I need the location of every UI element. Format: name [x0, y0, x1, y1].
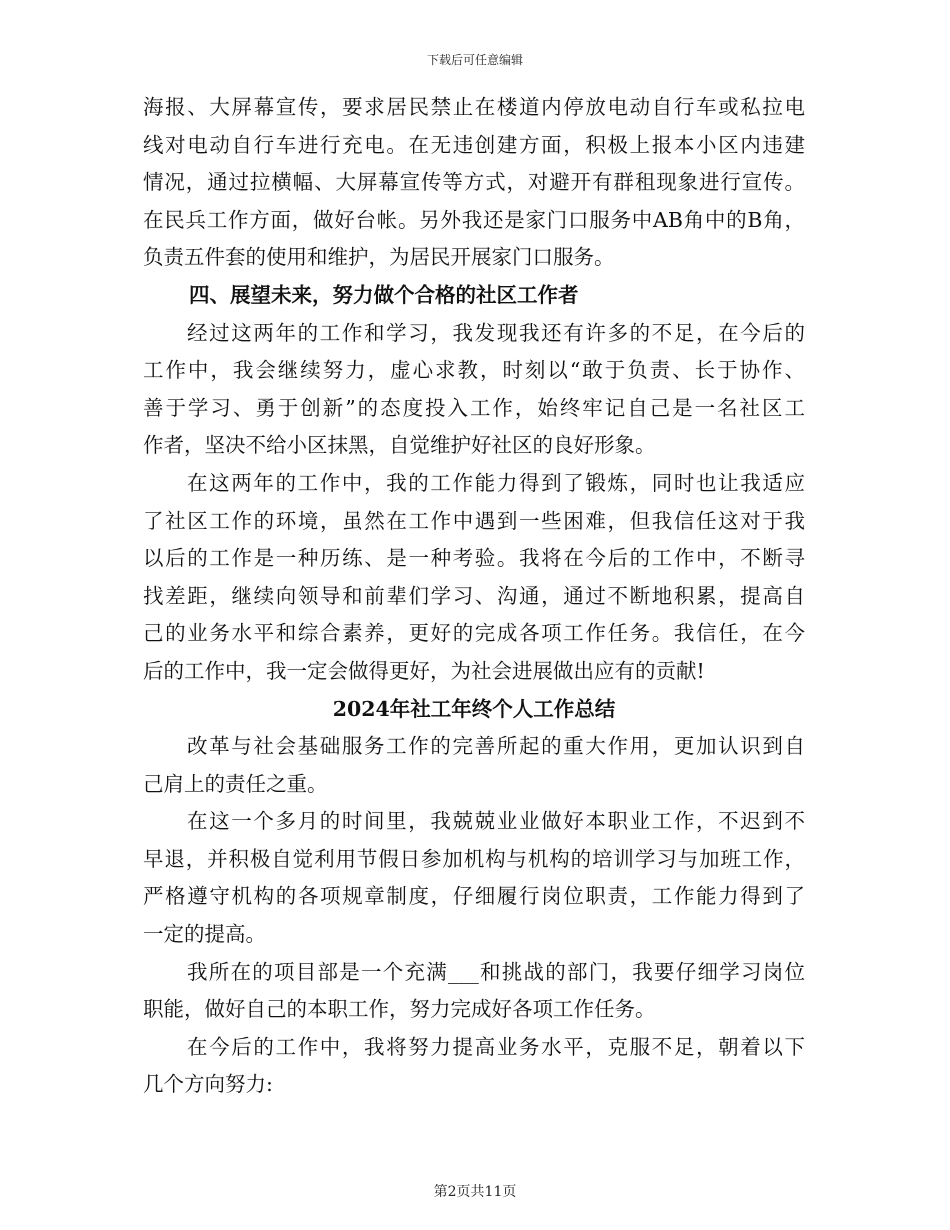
- body-line: 善于学习、勇于创新”的态度投入工作，始终牢记自己是一名社区工: [143, 395, 805, 420]
- body-line: 己的业务水平和综合素养，更好的完成各项工作任务。我信任，在今: [143, 621, 805, 646]
- body-line: 工作中，我会继续努力，虚心求教，时刻以“敢于负责、长于协作、: [143, 358, 805, 383]
- document-title: 2024年社工年终个人工作总结: [332, 696, 616, 721]
- paragraph-start-line: 经过这两年的工作和学习，我发现我还有许多的不足，在今后的: [187, 320, 805, 345]
- body-line: 了社区工作的环境，虽然在工作中遇到一些困难，但我信任这对于我: [143, 508, 805, 533]
- body-line: 线对电动自行车进行充电。在无违创建方面，积极上报本小区内违建: [143, 132, 805, 157]
- body-line: 己肩上的责任之重。: [143, 771, 328, 796]
- page-footer: 第2页共11页: [433, 1184, 517, 1200]
- paragraph-start-line: 在今后的工作中，我将努力提高业务水平，克服不足，朝着以下: [187, 1034, 805, 1059]
- body-line: 后的工作中，我一定会做得更好，为社会进展做出应有的贡献!: [143, 658, 705, 683]
- body-line: 一定的提高。: [143, 922, 266, 947]
- page-header: 下载后可任意编辑: [426, 53, 523, 67]
- paragraph-start-line: 在这一个多月的时间里，我兢兢业业做好本职业工作，不迟到不: [187, 809, 805, 834]
- body-line: 海报、大屏幕宣传，要求居民禁止在楼道内停放电动自行车或私拉电: [143, 95, 805, 119]
- paragraph-start-line: 改革与社会基础服务工作的完善所起的重大作用，更加认识到自: [187, 734, 805, 759]
- body-line: 在民兵工作方面，做好台帐。另外我还是家门口服务中AB角中的B角，: [143, 207, 805, 232]
- body-line: 作者，坚决不给小区抹黑，自觉维护好社区的良好形象。: [143, 433, 656, 458]
- document-body: [143, 89, 805, 1104]
- body-line: 严格遵守机构的各项规章制度，仔细履行岗位职责，工作能力得到了: [143, 884, 805, 909]
- body-line: 找差距，继续向领导和前辈们学习、沟通，通过不断地积累，提高自: [143, 583, 805, 608]
- body-line: 早退，并积极自觉利用节假日参加机构与机构的培训学习与加班工作，: [143, 846, 805, 871]
- body-line: 几个方向努力:: [143, 1072, 273, 1097]
- paragraph-start-line: 在这两年的工作中，我的工作能力得到了锻炼，同时也让我适应: [187, 470, 805, 495]
- section-heading: 四、展望未来，努力做个合格的社区工作者: [189, 282, 579, 307]
- body-line: 以后的工作是一种历练、是一种考验。我将在今后的工作中，不断寻: [143, 546, 805, 571]
- body-line: 情况，通过拉横幅、大屏幕宣传等方式，对避开有群租现象进行宣传。: [143, 170, 805, 195]
- body-line: 负责五件套的使用和维护，为居民开展家门口服务。: [143, 245, 615, 270]
- body-line: 职能，做好自己的本职工作，努力完成好各项工作任务。: [143, 997, 656, 1022]
- paragraph-start-line: 我所在的项目部是一个充满___和挑战的部门，我要仔细学习岗位: [187, 959, 805, 984]
